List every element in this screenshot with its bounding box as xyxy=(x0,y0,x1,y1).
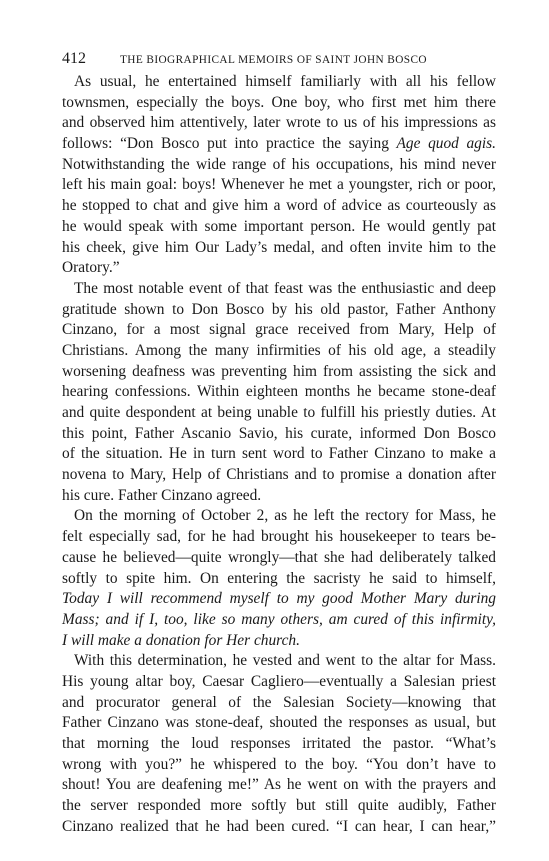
text-line: he stopped to chat and give him a word of advice as courteously as xyxy=(62,197,496,215)
italic-phrase: I will make a donation for Her church. xyxy=(62,631,300,649)
text-line: and procurator general of the Salesian Society—knowing that xyxy=(62,693,496,711)
text-line: worsening deafness was preventing him from assisting the sick and xyxy=(62,362,496,380)
text-line: he would speak with some important person. He would gently pat xyxy=(62,217,496,235)
text-line: With this determination, he vested and went to the altar for Mass. xyxy=(74,652,496,670)
paragraph xyxy=(62,506,496,651)
book-page xyxy=(62,50,496,837)
text-line: follows: “Don Bosco put into practice the saying Age quod agis. xyxy=(62,135,496,153)
text-line: hearing confessions. Within eighteen months he became stone-deaf xyxy=(62,383,496,401)
text-line xyxy=(62,589,496,610)
text-line xyxy=(62,610,496,631)
paragraph xyxy=(62,72,496,279)
italic-phrase: Age quod agis. xyxy=(396,135,496,153)
text-line: this point, Father Ascanio Savio, his curate, informed Don Bosco xyxy=(62,424,496,442)
text-line: novena to Mary, Help of Christians and to promise a donation after xyxy=(62,466,496,484)
text-line: Notwithstanding the wide range of his occupations, his mind never xyxy=(62,155,496,173)
italic-phrase: Today I will recommend myself to my good Mother Mary during xyxy=(62,590,496,608)
text-line: Oratory.” xyxy=(62,259,120,277)
text-line: the server responded more softly but still quite audibly, Father xyxy=(62,797,496,815)
text-line: shout! You are deafening me!” As he went on with the prayers and xyxy=(62,776,496,794)
text-line: felt especially sad, for he had brought his housekeeper to tears be- xyxy=(62,528,496,546)
page-header xyxy=(62,50,496,70)
text-line: left his main goal: boys! Whenever he met a youngster, rich or poor, xyxy=(62,176,496,194)
text-line: As usual, he entertained himself familiarly with all his fellow xyxy=(74,73,496,90)
text-line: and observed him attentively, later wrote to us of his impressions as xyxy=(62,114,496,132)
page-number: 412 xyxy=(62,50,86,67)
text-line: Cinzano, for a most signal grace received from Mary, Help of xyxy=(62,321,496,339)
text-line: his cheek, give him Our Lady’s medal, and often invite him to the xyxy=(62,238,496,256)
paragraph xyxy=(62,279,496,507)
text-line: On the morning of October 2, as he left the rectory for Mass, he xyxy=(74,507,496,525)
text-line: townsmen, especially the boys. One boy, who first met him there xyxy=(62,93,496,111)
text-line: softly to spite him. On entering the sacristy he said to himself, xyxy=(62,569,496,587)
text-line: and quite despondent at being unable to fulfill his priestly duties. At xyxy=(62,404,496,421)
text-line: cause he believed—quite wrongly—that she had deliberately talked xyxy=(62,548,496,566)
text-line: Christians. Among the many infirmities of his old age, a steadily xyxy=(62,341,496,359)
text-line: gratitude shown to Don Bosco by his old pastor, Father Anthony xyxy=(62,300,496,318)
running-head: THE BIOGRAPHICAL MEMOIRS OF SAINT JOHN BOSCO xyxy=(120,54,427,66)
text-line: that morning the loud responses irritated the pastor. “What’s xyxy=(62,735,496,752)
text-line: of the situation. He in turn sent word to Father Cinzano to make a xyxy=(62,445,496,463)
body-text xyxy=(62,72,496,837)
text-line: Father Cinzano was stone-deaf, shouted the responses as usual, but xyxy=(62,714,496,732)
text-line: His young altar boy, Caesar Cagliero—eventually a Salesian priest xyxy=(62,672,496,690)
paragraph xyxy=(62,651,496,837)
text-line: wrong with you?” he whispered to the boy. “You don’t have to xyxy=(62,755,496,773)
italic-phrase: Mass; and if I, too, like so many others, am cured of this infirmity, xyxy=(62,610,496,628)
text-line: Cinzano realized that he had been cured. “I can hear, I can hear,” xyxy=(62,817,496,835)
text-line xyxy=(62,631,496,652)
text-line: The most notable event of that feast was the enthusiastic and deep xyxy=(74,279,496,297)
text-line: his cure. Father Cinzano agreed. xyxy=(62,486,262,504)
